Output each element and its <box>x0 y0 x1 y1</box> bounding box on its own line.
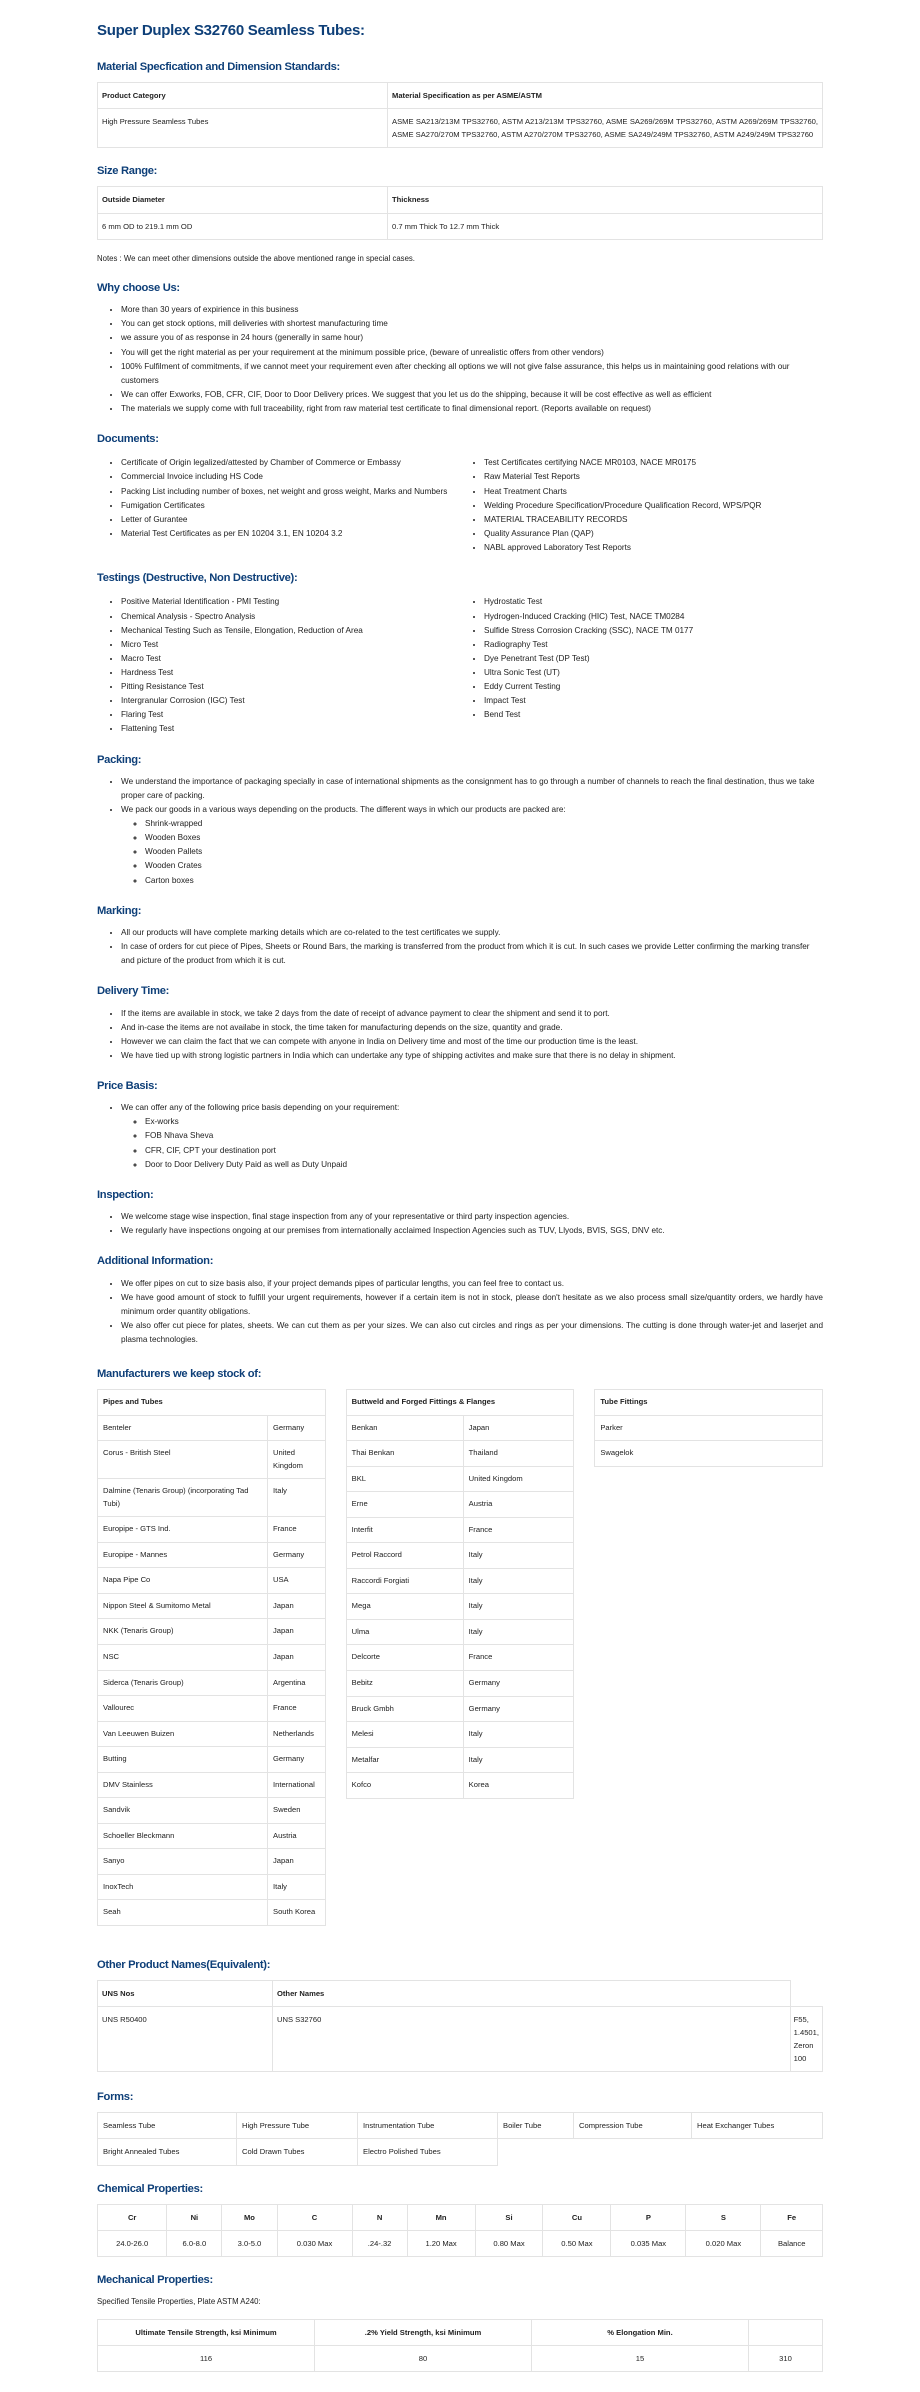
header-element: Cu <box>543 2204 611 2230</box>
list-item: • Pitting Resistance Test <box>121 680 460 694</box>
cell-value: 0.50 Max <box>543 2230 611 2256</box>
cell-uns-other: UNS S32760 <box>273 2006 791 2071</box>
list-item: • MATERIAL TRACEABILITY RECORDS <box>484 513 823 527</box>
forms-heading: Forms: <box>97 2091 134 2104</box>
cell-value: 0.80 Max <box>475 2230 543 2256</box>
cell-country: United Kingdom <box>268 1441 326 1479</box>
cell-country: Sweden <box>268 1798 326 1824</box>
cell-country: Korea <box>463 1773 574 1799</box>
list-item: • Hardness Test <box>121 666 460 680</box>
cell-manufacturer: BKL <box>346 1466 463 1492</box>
cell-value: 3.0-5.0 <box>222 2230 277 2256</box>
cell-value: 0.020 Max <box>686 2230 761 2256</box>
cell-manufacturer: Corus - British Steel <box>98 1441 268 1479</box>
cell-form: Seamless Tube <box>98 2113 237 2139</box>
cell-manufacturer: Melesi <box>346 1722 463 1748</box>
empty-cell <box>498 2139 574 2165</box>
list-item: • And in-case the items are not availabe in stock, the time taken for manufacturing depends on the size, quantity and grade. <box>121 1021 823 1035</box>
table-row <box>98 1670 326 1696</box>
header-element: Si <box>475 2204 543 2230</box>
cell-manufacturer: NKK (Tenaris Group) <box>98 1619 268 1645</box>
table-row <box>98 1619 326 1645</box>
empty-cell <box>574 2139 692 2165</box>
cell-material-spec: ASME SA213/213M TPS32760, ASTM A213/213M TPS32760, ASME SA269/269M TPS32760, ASTM A269/269M TPS32760, ASME SA270/270M TPS32760, ASTM A270/270M TPS32760, ASME SA249/249M TPS32760, ASTM A249/249M TPS32760 <box>388 109 823 148</box>
list-item: • Radiography Test <box>484 638 823 652</box>
list-item: • We have good amount of stock to fulfill your urgent requirements, however if a certain item is not in stock, please don't hesitate as we also process small size/quantity orders, we hardly have minimum order quantity obligations. <box>121 1291 823 1319</box>
cell-country: Italy <box>463 1619 574 1645</box>
cell-manufacturer: Benkan <box>346 1415 463 1441</box>
table-header-row <box>98 187 823 213</box>
list-item: ◦ Carton boxes <box>145 874 823 888</box>
list-item: • We understand the importance of packaging specially in case of international shipments as the consignment has to go through a number of channels to reach the final destination, thus we take proper care of packing. <box>121 775 823 803</box>
size-range-table <box>97 186 823 239</box>
cell-elongation: 15 <box>532 2345 749 2371</box>
price-basis-heading: Price Basis: <box>97 1079 158 1092</box>
cell-form: Bright Annealed Tubes <box>98 2139 237 2165</box>
other-names-heading: Other Product Names(Equivalent): <box>97 1958 271 1971</box>
table-row <box>346 1619 574 1645</box>
cell-manufacturer: Vallourec <box>98 1696 268 1722</box>
list-item: ◦ Wooden Boxes <box>145 831 823 845</box>
list-item: • Hydrogen-Induced Cracking (HIC) Test, NACE TM0284 <box>484 610 823 624</box>
cell-country: International <box>268 1772 326 1798</box>
header-element: Ni <box>167 2204 222 2230</box>
documents-list-right <box>460 456 823 555</box>
pipes-tubes-table <box>97 1389 326 1925</box>
list-item: • Welding Procedure Specification/Procedure Qualification Record, WPS/PQR <box>484 499 823 513</box>
header-element: Fe <box>761 2204 823 2230</box>
price-basis-options <box>121 1115 823 1171</box>
list-item: • Positive Material Identification - PMI Testing <box>121 595 460 609</box>
table-row <box>346 1594 574 1620</box>
cell-manufacturer: Thai Benkan <box>346 1441 463 1467</box>
cell-manufacturer: Raccordi Forgiati <box>346 1568 463 1594</box>
list-item: • Test Certificates certifying NACE MR0103, NACE MR0175 <box>484 456 823 470</box>
table-row <box>98 213 823 239</box>
size-note: Notes : We can meet other dimensions outside the above mentioned range in special cases. <box>97 253 415 263</box>
table-row <box>346 1517 574 1543</box>
cell-country: Austria <box>268 1823 326 1849</box>
cell-country: Japan <box>268 1644 326 1670</box>
cell-country: Germany <box>268 1747 326 1773</box>
list-item: • All our products will have complete marking details which are co-related to the test certificates we supply. <box>121 926 823 940</box>
cell-manufacturer: Interfit <box>346 1517 463 1543</box>
header-tube-fittings: Tube Fittings <box>595 1390 823 1416</box>
list-item: • Fumigation Certificates <box>121 499 460 513</box>
table-row <box>98 1747 326 1773</box>
list-item: • We welcome stage wise inspection, final stage inspection from any of your representative or third party inspection agencies. <box>121 1210 823 1224</box>
table-row <box>98 1644 326 1670</box>
list-item: • Hydrostatic Test <box>484 595 823 609</box>
cell-form: Instrumentation Tube <box>358 2113 498 2139</box>
list-item: • Dye Penetrant Test (DP Test) <box>484 652 823 666</box>
cell-outside-diameter: 6 mm OD to 219.1 mm OD <box>98 213 388 239</box>
list-item: • NABL approved Laboratory Test Reports <box>484 541 823 555</box>
cell-manufacturer: Delcorte <box>346 1645 463 1671</box>
cell-country: France <box>268 1517 326 1543</box>
table-row <box>98 2113 823 2139</box>
table-row <box>346 1670 574 1696</box>
list-item: • Chemical Analysis - Spectro Analysis <box>121 610 460 624</box>
header-tensile: Ultimate Tensile Strength, ksi Minimum <box>98 2319 315 2345</box>
cell-manufacturer: Butting <box>98 1747 268 1773</box>
documents-columns <box>97 454 823 555</box>
delivery-heading: Delivery Time: <box>97 985 170 998</box>
list-item: • Sulfide Stress Corrosion Cracking (SSC), NACE TM 0177 <box>484 624 823 638</box>
list-item: • We offer pipes on cut to size basis also, if your project demands pipes of particular lengths, you can feel free to contact us. <box>121 1277 823 1291</box>
manufacturers-tables <box>97 1389 823 1925</box>
cell-country: Italy <box>463 1543 574 1569</box>
cell-manufacturer: Ulma <box>346 1619 463 1645</box>
header-element: Mo <box>222 2204 277 2230</box>
table-header-row <box>346 1390 574 1416</box>
table-row <box>98 1823 326 1849</box>
header-empty <box>790 1980 822 2006</box>
fittings-flanges-body <box>346 1415 574 1798</box>
cell-manufacturer: Parker <box>595 1415 823 1441</box>
cell-manufacturer: Dalmine (Tenaris Group) (incorporating Tad Tubi) <box>98 1479 268 1517</box>
list-item: • However we can claim the fact that we can compete with anyone in India on Delivery time and most of the time our production time is the least. <box>121 1035 823 1049</box>
cell-yield: 80 <box>315 2345 532 2371</box>
cell-manufacturer: Petrol Raccord <box>346 1543 463 1569</box>
pipes-tubes-body <box>98 1415 326 1925</box>
list-item <box>121 1101 823 1172</box>
cell-country: Italy <box>463 1568 574 1594</box>
list-item: ◦ Wooden Crates <box>145 859 823 873</box>
list-item: • We regularly have inspections ongoing at our premises from internationally acclaimed Inspection Agencies such as TUV, Llyods, BVIS, SGS, DNV etc. <box>121 1224 823 1238</box>
cell-country: Germany <box>463 1696 574 1722</box>
cell-country: Thailand <box>463 1441 574 1467</box>
cell-country: Austria <box>463 1492 574 1518</box>
cell-uns-no: UNS R50400 <box>98 2006 273 2071</box>
header-outside-diameter: Outside Diameter <box>98 187 388 213</box>
cell-form: Cold Drawn Tubes <box>237 2139 358 2165</box>
table-row <box>346 1773 574 1799</box>
table-row <box>346 1466 574 1492</box>
inspection-heading: Inspection: <box>97 1188 154 1201</box>
marking-heading: Marking: <box>97 904 142 917</box>
cell-manufacturer: Nippon Steel & Sumitomo Metal <box>98 1593 268 1619</box>
cell-country: United Kingdom <box>463 1466 574 1492</box>
cell-country: Italy <box>463 1594 574 1620</box>
table-header-row <box>98 2204 823 2230</box>
table-row <box>346 1747 574 1773</box>
why-choose-heading: Why choose Us: <box>97 281 180 294</box>
cell-manufacturer: Seah <box>98 1900 268 1926</box>
cell-value: 24.0-26.0 <box>98 2230 167 2256</box>
cell-manufacturer: Swagelok <box>595 1441 823 1467</box>
table-row <box>346 1696 574 1722</box>
price-basis-intro: We can offer any of the following price basis depending on your requirement: <box>121 1103 400 1113</box>
table-row <box>98 1517 326 1543</box>
list-item: • Certificate of Origin legalized/attested by Chamber of Commerce or Embassy <box>121 456 460 470</box>
cell-value: .24-.32 <box>352 2230 407 2256</box>
table-row <box>98 1479 326 1517</box>
table-row <box>98 1593 326 1619</box>
cell-extra: 310 <box>749 2345 823 2371</box>
page-title: Super Duplex S32760 Seamless Tubes: <box>97 22 365 39</box>
empty-cell <box>692 2139 823 2165</box>
cell-country: Japan <box>268 1849 326 1875</box>
cell-country: South Korea <box>268 1900 326 1926</box>
cell-country: Italy <box>268 1874 326 1900</box>
cell-manufacturer: Schoeller Bleckmann <box>98 1823 268 1849</box>
cell-country: France <box>268 1696 326 1722</box>
testings-columns <box>97 593 823 736</box>
delivery-list <box>97 1007 823 1063</box>
cell-country: France <box>463 1517 574 1543</box>
table-row <box>98 2230 823 2256</box>
testings-heading: Testings (Destructive, Non Destructive): <box>97 572 298 585</box>
table-row <box>346 1492 574 1518</box>
table-row <box>98 2139 823 2165</box>
testings-list-left <box>97 595 460 736</box>
table-row <box>98 2006 823 2071</box>
cell-country: Germany <box>463 1670 574 1696</box>
table-header-row <box>98 1390 326 1416</box>
packing-heading: Packing: <box>97 753 142 766</box>
cell-country: Japan <box>268 1619 326 1645</box>
table-row <box>98 1696 326 1722</box>
cell-value: 6.0-8.0 <box>167 2230 222 2256</box>
table-row <box>98 1900 326 1926</box>
table-row <box>98 1721 326 1747</box>
cell-country: Italy <box>463 1722 574 1748</box>
list-item: • Commercial Invoice including HS Code <box>121 470 460 484</box>
cell-value: 1.20 Max <box>407 2230 475 2256</box>
cell-country: Argentina <box>268 1670 326 1696</box>
mechanical-heading: Mechanical Properties: <box>97 2273 213 2286</box>
table-header-row <box>98 83 823 109</box>
list-item: • If the items are available in stock, we take 2 days from the date of receipt of advance payment to clear the shipment and send it to port. <box>121 1007 823 1021</box>
list-item: • Packing List including number of boxes, net weight and gross weight, Marks and Numbers <box>121 485 460 499</box>
size-range-heading: Size Range: <box>97 165 158 178</box>
cell-country: Japan <box>463 1415 574 1441</box>
list-item: ◦ Door to Door Delivery Duty Paid as well as Duty Unpaid <box>145 1158 823 1172</box>
header-element: S <box>686 2204 761 2230</box>
tube-fittings-table <box>594 1389 823 1467</box>
cell-product-category: High Pressure Seamless Tubes <box>98 109 388 148</box>
inspection-list <box>97 1210 823 1238</box>
cell-country: Netherlands <box>268 1721 326 1747</box>
cell-manufacturer: Sanyo <box>98 1849 268 1875</box>
cell-equivalents: F55, 1.4501, Zeron 100 <box>790 2006 822 2071</box>
additional-list <box>97 1277 823 1348</box>
cell-country: USA <box>268 1568 326 1594</box>
cell-manufacturer: Siderca (Tenaris Group) <box>98 1670 268 1696</box>
list-item: ◦ CFR, CIF, CPT your destination port <box>145 1144 823 1158</box>
marking-list <box>97 926 823 968</box>
mechanical-table <box>97 2319 823 2372</box>
list-item: ◦ Ex-works <box>145 1115 823 1129</box>
chemical-heading: Chemical Properties: <box>97 2182 203 2195</box>
table-row <box>98 1849 326 1875</box>
cell-manufacturer: Europipe - Mannes <box>98 1542 268 1568</box>
list-item: • Intergranular Corrosion (IGC) Test <box>121 694 460 708</box>
cell-manufacturer: Van Leeuwen Buizen <box>98 1721 268 1747</box>
table-header-row <box>595 1390 823 1416</box>
cell-manufacturer: Napa Pipe Co <box>98 1568 268 1594</box>
list-item: ◦ Wooden Pallets <box>145 845 823 859</box>
header-product-category: Product Category <box>98 83 388 109</box>
cell-form: Electro Polished Tubes <box>358 2139 498 2165</box>
cell-manufacturer: Erne <box>346 1492 463 1518</box>
cell-manufacturer: Metalfar <box>346 1747 463 1773</box>
cell-country: Germany <box>268 1415 326 1441</box>
manufacturers-heading: Manufacturers we keep stock of: <box>97 1368 262 1381</box>
cell-manufacturer: DMV Stainless <box>98 1772 268 1798</box>
table-row <box>346 1415 574 1441</box>
cell-manufacturer: Sandvik <box>98 1798 268 1824</box>
header-extra <box>749 2319 823 2345</box>
list-item: • Ultra Sonic Test (UT) <box>484 666 823 680</box>
price-basis-list <box>97 1101 823 1172</box>
cell-country: France <box>463 1645 574 1671</box>
header-material-spec: Material Specification as per ASME/ASTM <box>388 83 823 109</box>
table-row <box>595 1441 823 1467</box>
list-item: • Raw Material Test Reports <box>484 470 823 484</box>
cell-manufacturer: Mega <box>346 1594 463 1620</box>
table-row <box>346 1543 574 1569</box>
header-uns-nos: UNS Nos <box>98 1980 273 2006</box>
list-item: • Flattening Test <box>121 722 460 736</box>
header-element: C <box>277 2204 352 2230</box>
testings-list-right <box>460 595 823 736</box>
header-pipes-tubes: Pipes and Tubes <box>98 1390 326 1416</box>
header-element: Cr <box>98 2204 167 2230</box>
header-yield: .2% Yield Strength, ksi Minimum <box>315 2319 532 2345</box>
forms-table <box>97 2112 823 2165</box>
cell-tensile: 116 <box>98 2345 315 2371</box>
cell-manufacturer: Kofco <box>346 1773 463 1799</box>
table-header-row <box>98 1980 823 2006</box>
packing-methods-intro: We pack our goods in a various ways depending on the products. The different ways in which our products are packed are: <box>121 804 566 814</box>
fittings-flanges-table <box>346 1389 575 1798</box>
list-item: • Impact Test <box>484 694 823 708</box>
cell-country: Italy <box>463 1747 574 1773</box>
why-choose-list <box>97 303 823 416</box>
list-item: ◦ FOB Nhava Sheva <box>145 1129 823 1143</box>
list-item: • In case of orders for cut piece of Pipes, Sheets or Round Bars, the marking is transferred from the product from which it is cut. In such cases we provide Letter confirming the marking transfer and picture of the product from which it is cut. <box>121 940 823 968</box>
list-item: ◦ Shrink-wrapped <box>145 817 823 831</box>
header-elongation: % Elongation Min. <box>532 2319 749 2345</box>
header-element: P <box>611 2204 686 2230</box>
list-item: • Macro Test <box>121 652 460 666</box>
list-item: • The materials we supply come with full traceability, right from raw material test certificate to final dimensional report. (Reports available on request) <box>121 402 823 416</box>
list-item: • Quality Assurance Plan (QAP) <box>484 527 823 541</box>
header-element: N <box>352 2204 407 2230</box>
table-row <box>346 1722 574 1748</box>
documents-heading: Documents: <box>97 433 159 446</box>
table-header-row <box>98 2319 823 2345</box>
table-row <box>98 109 823 148</box>
list-item: • 100% Fulfilment of commitments, if we cannot meet your requirement even after checking all options we will not give false assurance, this helps us in maintaining good relations with our customers <box>121 360 823 388</box>
chemical-table <box>97 2204 823 2257</box>
header-fittings-flanges: Buttweld and Forged Fittings & Flanges <box>346 1390 574 1416</box>
list-item: • You can get stock options, mill deliveries with shortest manufacturing time <box>121 317 823 331</box>
cell-manufacturer: Europipe - GTS Ind. <box>98 1517 268 1543</box>
cell-form: High Pressure Tube <box>237 2113 358 2139</box>
table-row <box>346 1441 574 1467</box>
list-item: • We have tied up with strong logistic partners in India which can undertake any type of shipping activites and make sure that there is no delay in shipment. <box>121 1049 823 1063</box>
list-item: • Material Test Certificates as per EN 10204 3.1, EN 10204 3.2 <box>121 527 460 541</box>
cell-country: Italy <box>268 1479 326 1517</box>
cell-form: Compression Tube <box>574 2113 692 2139</box>
cell-manufacturer: Benteler <box>98 1415 268 1441</box>
list-item: • Bend Test <box>484 708 823 722</box>
cell-value: 0.035 Max <box>611 2230 686 2256</box>
list-item: • We can offer Exworks, FOB, CFR, CIF, Door to Door Delivery prices. We suggest that you let us do the shipping, because it will be cost effective as well as efficient <box>121 388 823 402</box>
table-row <box>346 1645 574 1671</box>
list-item: • we assure you of as response in 24 hours (generally in same hour) <box>121 331 823 345</box>
material-spec-heading: Material Specfication and Dimension Standards: <box>97 60 340 73</box>
cell-manufacturer: Bebitz <box>346 1670 463 1696</box>
table-row <box>98 2345 823 2371</box>
table-row <box>98 1798 326 1824</box>
cell-value: 0.030 Max <box>277 2230 352 2256</box>
documents-list-left <box>97 456 460 555</box>
list-item: • Heat Treatment Charts <box>484 485 823 499</box>
table-row <box>98 1441 326 1479</box>
other-names-table <box>97 1980 823 2072</box>
list-item <box>121 803 823 888</box>
header-element: Mn <box>407 2204 475 2230</box>
list-item: • Micro Test <box>121 638 460 652</box>
cell-thickness: 0.7 mm Thick To 12.7 mm Thick <box>388 213 823 239</box>
header-thickness: Thickness <box>388 187 823 213</box>
cell-manufacturer: NSC <box>98 1644 268 1670</box>
list-item: • We also offer cut piece for plates, sheets. We can cut them as per your sizes. We can also cut circles and rings as per your dimensions. The cutting is done through water-jet and laserjet and plasma technologies. <box>121 1319 823 1347</box>
material-spec-table <box>97 82 823 148</box>
table-row <box>346 1568 574 1594</box>
cell-form: Boiler Tube <box>498 2113 574 2139</box>
list-item: • Mechanical Testing Such as Tensile, Elongation, Reduction of Area <box>121 624 460 638</box>
table-row <box>98 1542 326 1568</box>
list-item: • Flaring Test <box>121 708 460 722</box>
packing-methods-list <box>121 817 823 888</box>
additional-heading: Additional Information: <box>97 1255 214 1268</box>
packing-list <box>97 775 823 888</box>
table-row <box>98 1568 326 1594</box>
table-row <box>98 1874 326 1900</box>
mechanical-subtitle: Specified Tensile Properties, Plate ASTM A240: <box>97 2297 261 2307</box>
cell-manufacturer: InoxTech <box>98 1874 268 1900</box>
cell-manufacturer: Bruck Gmbh <box>346 1696 463 1722</box>
table-row <box>98 1772 326 1798</box>
cell-form: Heat Exchanger Tubes <box>692 2113 823 2139</box>
header-other-names: Other Names <box>273 1980 791 2006</box>
table-row <box>595 1415 823 1441</box>
cell-country: Japan <box>268 1593 326 1619</box>
list-item: • Letter of Gurantee <box>121 513 460 527</box>
cell-country: Germany <box>268 1542 326 1568</box>
table-row <box>98 1415 326 1441</box>
list-item: • You will get the right material as per your requirement at the minimum possible price, (beware of unrealistic offers from other vendors) <box>121 346 823 360</box>
list-item: • Eddy Current Testing <box>484 680 823 694</box>
cell-value: Balance <box>761 2230 823 2256</box>
list-item: • More than 30 years of expirience in this business <box>121 303 823 317</box>
